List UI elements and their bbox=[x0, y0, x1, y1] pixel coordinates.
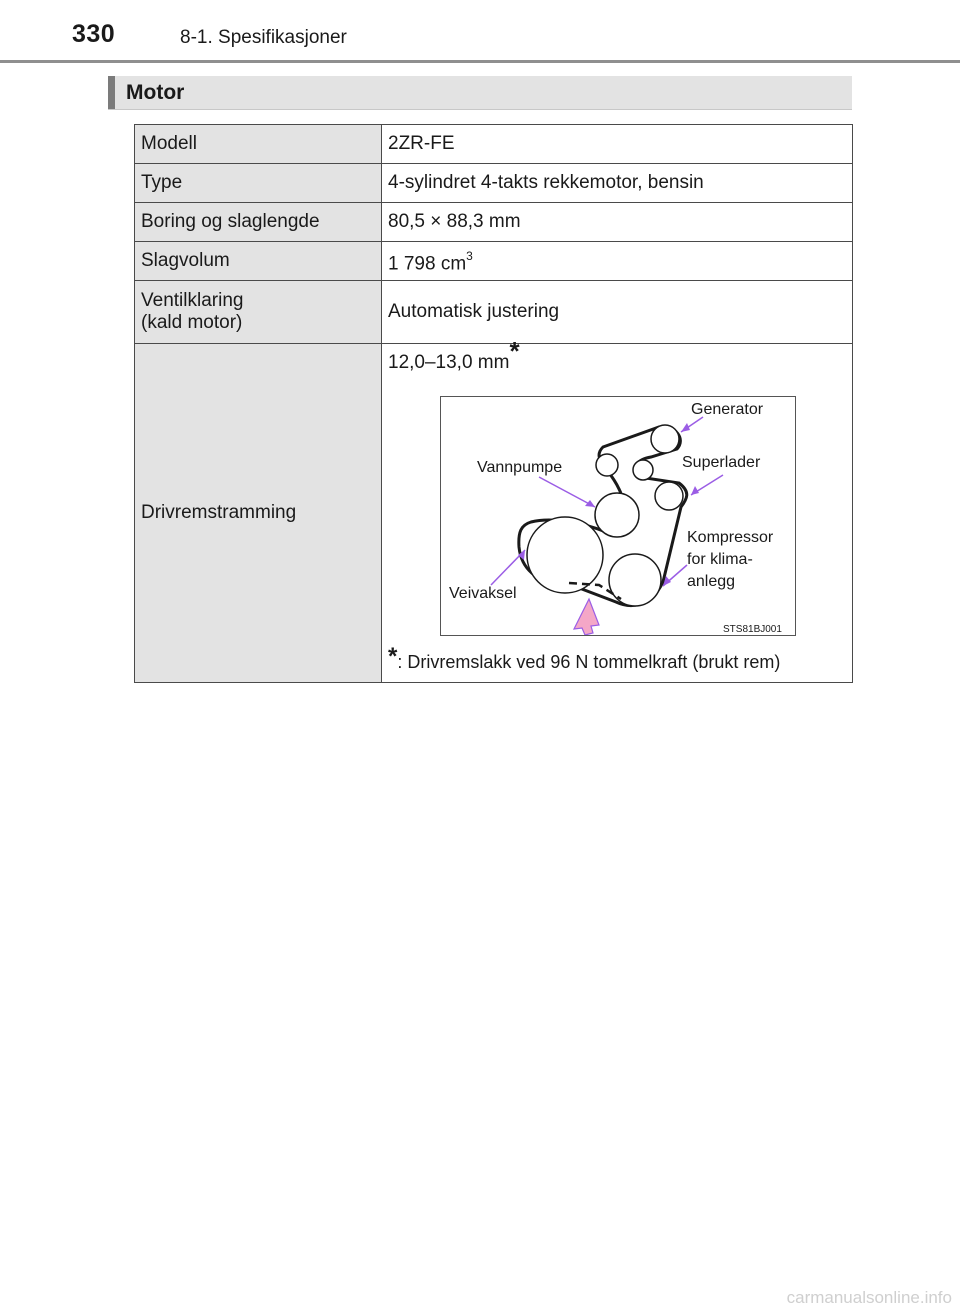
page-number: 330 bbox=[72, 20, 116, 48]
supercharger-label: Superlader bbox=[682, 454, 761, 471]
section-accent bbox=[108, 76, 115, 109]
spec-value bbox=[382, 242, 853, 281]
spec-value: Automatisk justering bbox=[382, 281, 853, 344]
generator-pulley bbox=[651, 425, 679, 453]
section-title: Motor bbox=[126, 81, 185, 104]
figure-code: STS81BJ001 bbox=[723, 624, 782, 635]
spec-label: Type bbox=[135, 164, 382, 203]
generator-label: Generator bbox=[691, 401, 764, 418]
crankshaft-label: Veivaksel bbox=[449, 585, 517, 602]
spec-value: 4-sylindret 4-takts rekkemotor, bensin bbox=[382, 164, 853, 203]
table-row bbox=[135, 344, 853, 683]
belt-tension-value bbox=[388, 336, 520, 374]
footnote-text: : Drivremslakk ved 96 N tommelkraft (brukt rem) bbox=[397, 652, 781, 672]
water-pump-label: Vannpumpe bbox=[477, 459, 563, 476]
spec-label: Modell bbox=[135, 125, 382, 164]
belt-tension-cell bbox=[382, 336, 853, 683]
crankshaft-pulley bbox=[527, 517, 603, 593]
chapter-title: 8-1. Spesifikasjoner bbox=[180, 27, 347, 48]
spec-value: 80,5 × 88,3 mm bbox=[382, 203, 853, 242]
compressor-label: Kompressor for klima- anlegg bbox=[687, 529, 774, 590]
table-row bbox=[135, 164, 853, 203]
spec-label: Slagvolum bbox=[135, 242, 382, 281]
header-divider bbox=[0, 60, 960, 63]
page-header bbox=[0, 0, 960, 62]
idler-pulley bbox=[596, 454, 618, 476]
table-row bbox=[135, 203, 853, 242]
table-row bbox=[135, 242, 853, 281]
belt-routing-diagram bbox=[440, 396, 796, 636]
displacement-value: 1 798 cm bbox=[388, 253, 467, 275]
compressor-pulley bbox=[609, 554, 661, 606]
table-row bbox=[135, 281, 853, 344]
section-heading-bar bbox=[108, 76, 852, 110]
spec-label: Drivremstramming bbox=[135, 344, 382, 683]
spec-label: Ventilklaring (kald motor) bbox=[135, 281, 382, 344]
footnote-star: * bbox=[388, 643, 398, 670]
site-watermark: carmanualsonline.info bbox=[786, 1288, 952, 1307]
spec-label: Boring og slaglengde bbox=[135, 203, 382, 242]
supercharger-idler bbox=[633, 460, 653, 480]
table-row bbox=[135, 125, 853, 164]
displacement-superscript: 3 bbox=[466, 248, 473, 263]
footnote-marker: * bbox=[509, 336, 520, 366]
water-pump-pulley bbox=[595, 493, 639, 537]
supercharger-pulley bbox=[655, 482, 683, 510]
footnote bbox=[388, 643, 781, 673]
engine-spec-table bbox=[134, 124, 853, 683]
push-arrow bbox=[574, 599, 599, 635]
spec-value: 2ZR-FE bbox=[382, 125, 853, 164]
belt-tension-text: 12,0–13,0 mm bbox=[388, 352, 510, 373]
